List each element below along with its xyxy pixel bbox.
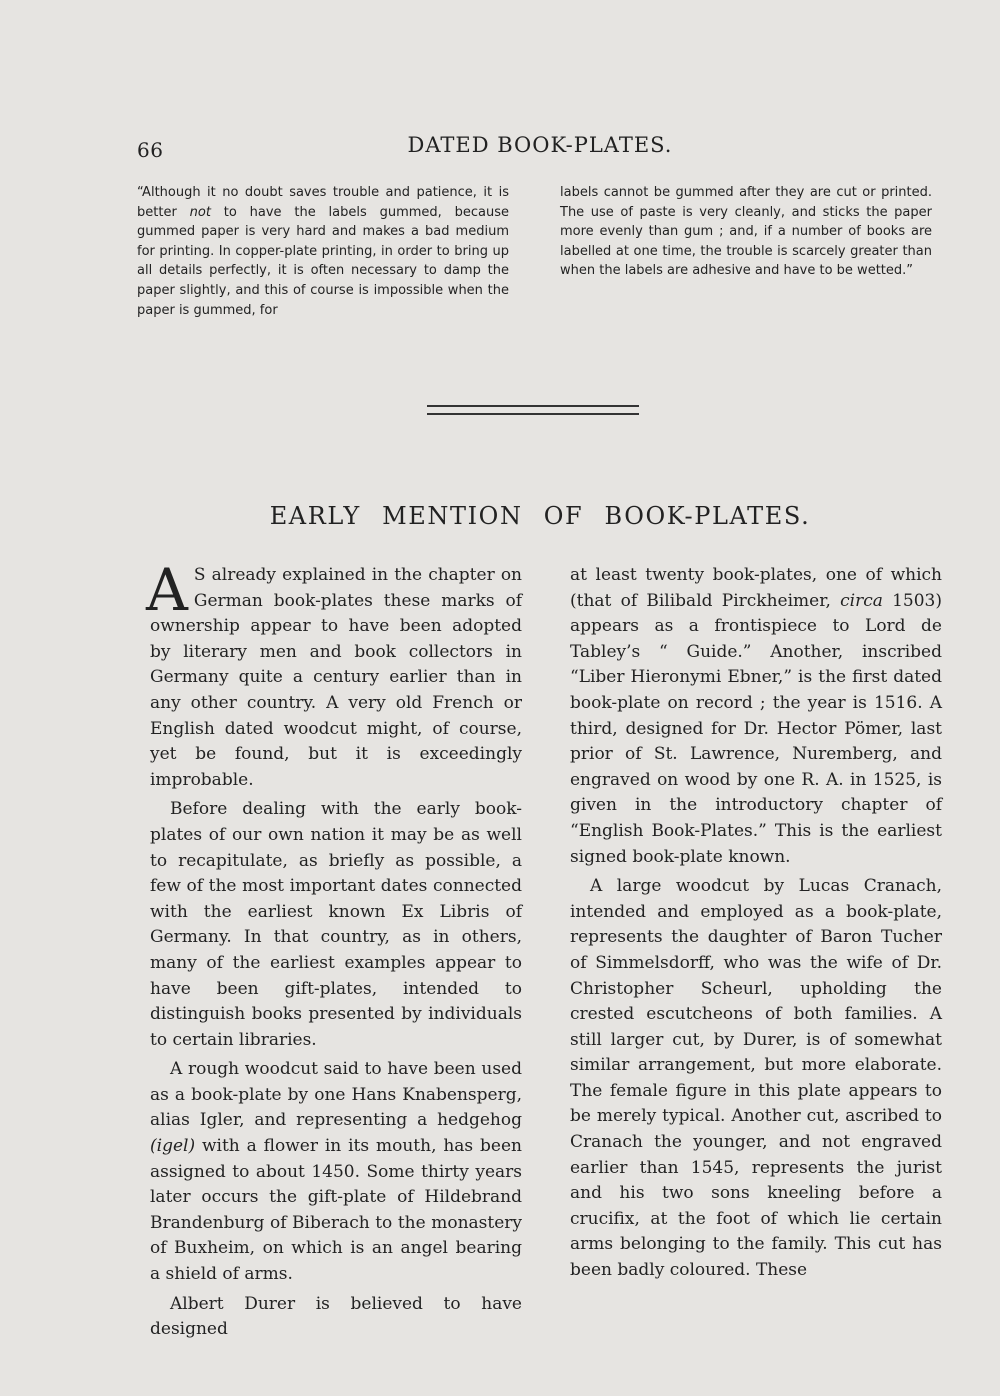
quote-paragraph-right: labels cannot be gummed after they are cut or printed. The use of paste is very cleanly, and sticks the paper more evenly than gum ; and, if a number of books are labelled at one time, the trouble is scarcely greater than when the labels are adhesive and have to be wetted.” [560, 185, 932, 279]
paragraph [570, 563, 942, 870]
right-column [570, 563, 942, 1284]
paragraph-text: at least twenty book-plates, one of which (that of Bilibald Pirckheimer, [570, 565, 942, 611]
section-title: EARLY MENTION OF BOOK-PLATES. [269, 502, 811, 530]
quote-left-column [137, 183, 509, 320]
left-column [146, 556, 522, 1343]
drop-cap: A [146, 556, 188, 624]
paragraph [150, 1057, 522, 1287]
quote-text: to have the labels gummed, because gummed paper is very hard and makes a bad medium for printing. In copper-plate printing, in order to bring up all details perfectly, it is often necessary to damp the paper slightly, and this of course is impossible when the paper is gummed, for [137, 204, 509, 318]
quote-italic-word: not [189, 204, 211, 220]
quote-paragraph-left [137, 183, 509, 320]
double-rule-divider [427, 405, 639, 415]
paragraph-text: 1503) appears as a frontispiece to Lord de Tabley’s “ Guide.” Another, inscribed “Liber Hieronymi Ebner,” is the first dated book-plate on record ; the year is 1516. A third, designed for Dr. Hector Pömer, last prior of St. Lawrence, Nuremberg, and engraved on wood by one R. A. in 1525, is given in the introductory chapter of “English Book-Plates.” This is the earliest signed book-plate known. [570, 590, 942, 867]
paragraph [146, 556, 522, 793]
quote-text: “Although it no doubt saves trouble and patience, it is better [137, 185, 509, 220]
paragraph: Albert Durer is believed to have designed [150, 1293, 522, 1340]
paragraph: Before dealing with the early book-plates of our own nation it may be as well to recapitulate, as briefly as possible, a few of the most important dates connected with the earliest known Ex Libris of Germany. In that country, as in others, many of the earliest examples appear to have been gift-plates, intended to distinguish books presented by individuals to certain libraries. [150, 799, 522, 1050]
page-number: 66 [137, 138, 164, 162]
italic-word: (igel) [150, 1136, 196, 1157]
running-head: DATED BOOK-PLATES. [407, 133, 673, 157]
quote-right-column [560, 183, 932, 281]
paragraph-text: A rough woodcut said to have been used as a book-plate by one Hans Knabensperg, alias Igler, and representing a hedgehog [150, 1059, 522, 1131]
italic-word: circa [840, 590, 883, 611]
paragraph: A large woodcut by Lucas Cranach, intended and employed as a book-plate, represents the daughter of Baron Tucher of Simmelsdorff, who was the wife of Dr. Christopher Scheurl, upholding the crested escutcheons of both families. A still larger cut, by Durer, is of somewhat similar arrangement, but more elaborate. The female figure in this plate appears to be merely typical. Another cut, ascribed to Cranach the younger, and not engraved earlier than 1545, represents the jurist and his two sons kneeling before a crucifix, at the foot of which lie certain arms belonging to the family. This cut has been badly coloured. These [570, 876, 942, 1281]
paragraph-text: with a flower in its mouth, has been assigned to about 1450. Some thirty years later occurs the gift-plate of Hildebrand Brandenburg of Biberach to the monastery of Buxheim, on which is an angel bearing a shield of arms. [150, 1136, 522, 1285]
paragraph-text: S already explained in the chapter on German book-plates these marks of ownership appear to have been adopted by literary men and book collectors in Germany quite a century earlier than in any other country. A very old French or English dated woodcut might, of course, yet be found, but it is exceedingly improbable. [150, 565, 522, 790]
